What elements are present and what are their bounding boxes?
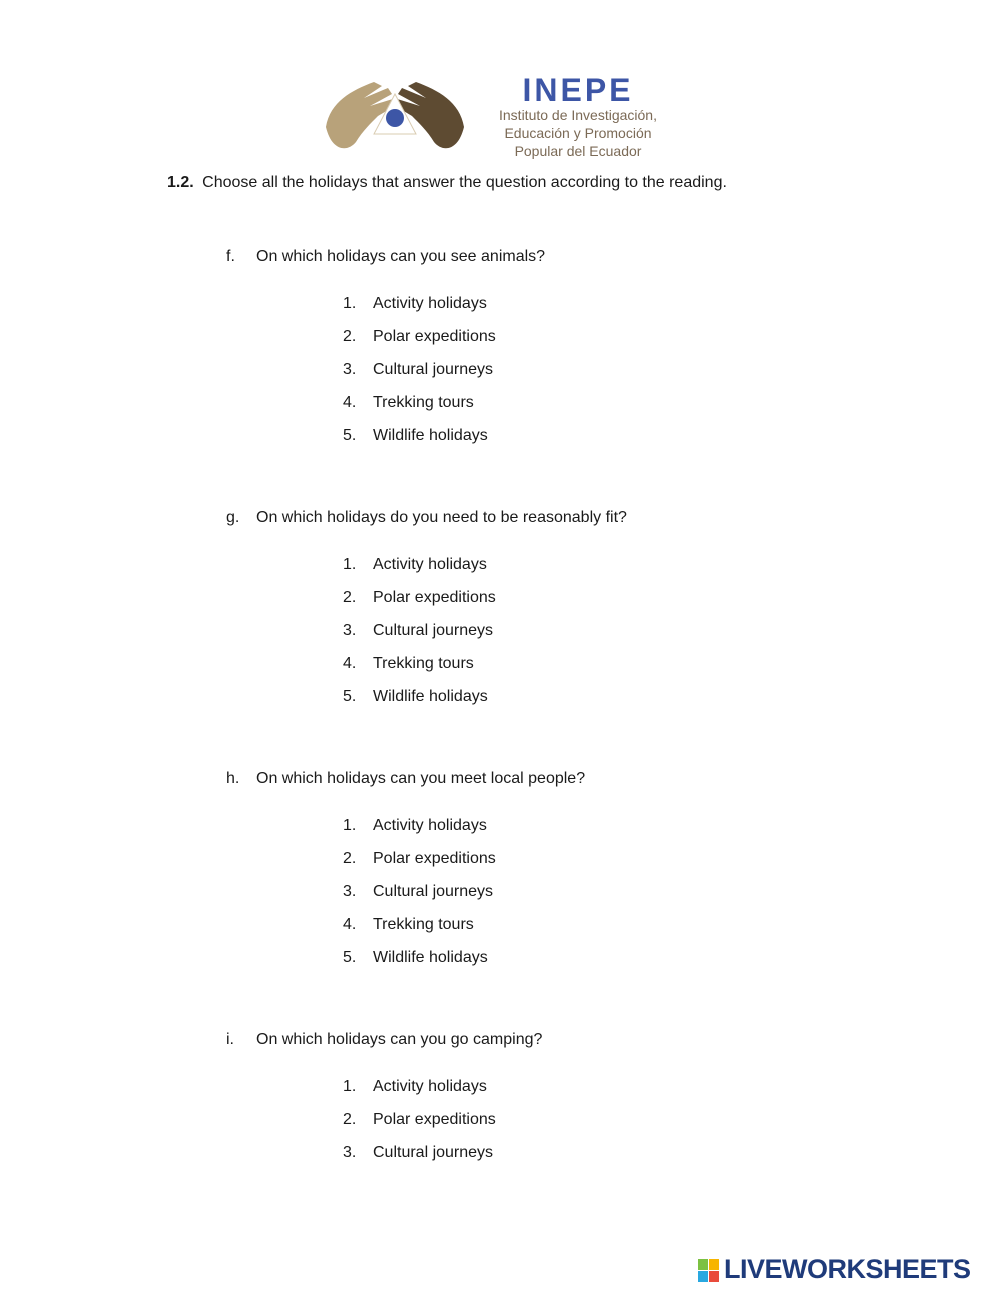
option-item[interactable]: [0, 295, 600, 319]
option-label: Activity holidays: [373, 1078, 487, 1095]
option-item[interactable]: [0, 622, 600, 646]
option-label: Polar expeditions: [373, 1111, 496, 1128]
option-number: 3.: [343, 622, 357, 639]
question-letter: g.: [226, 509, 240, 526]
instruction-number: 1.2.: [167, 174, 194, 191]
option-number: 1.: [343, 556, 357, 573]
instruction: [167, 174, 727, 192]
option-number: 5.: [343, 688, 357, 705]
option-number: 2.: [343, 850, 357, 867]
option-item[interactable]: [0, 394, 600, 418]
option-item[interactable]: [0, 1144, 600, 1168]
logo-subtitle-line: Instituto de Investigación,: [499, 107, 657, 123]
option-label: Activity holidays: [373, 556, 487, 573]
option-item[interactable]: [0, 427, 600, 451]
option-label: Polar expeditions: [373, 850, 496, 867]
option-number: 4.: [343, 394, 357, 411]
option-item[interactable]: [0, 688, 600, 712]
hands-icon: [322, 72, 472, 162]
option-number: 1.: [343, 1078, 357, 1095]
option-label: Polar expeditions: [373, 589, 496, 606]
question-block: [0, 509, 1000, 770]
liveworksheets-badge-icon: [698, 1259, 720, 1283]
question-text: On which holidays do you need to be reasonably fit?: [256, 509, 627, 526]
option-item[interactable]: [0, 589, 600, 613]
question-block: [0, 1031, 1000, 1191]
option-number: 4.: [343, 655, 357, 672]
liveworksheets-wordmark: LIVEWORKSHEETS: [724, 1254, 971, 1284]
option-label: Trekking tours: [373, 394, 474, 411]
question-text: On which holidays can you go camping?: [256, 1031, 543, 1048]
logo-title: INEPE: [522, 72, 634, 108]
question-letter: i.: [226, 1031, 234, 1048]
option-item[interactable]: [0, 883, 600, 907]
option-label: Wildlife holidays: [373, 427, 488, 444]
option-item[interactable]: [0, 817, 600, 841]
option-number: 2.: [343, 589, 357, 606]
logo-subtitle-line: Educación y Promoción: [504, 125, 652, 141]
option-label: Cultural journeys: [373, 1144, 494, 1161]
option-number: 5.: [343, 427, 357, 444]
option-item[interactable]: [0, 1111, 600, 1135]
option-number: 2.: [343, 1111, 357, 1128]
option-label: Cultural journeys: [373, 622, 494, 639]
option-label: Activity holidays: [373, 817, 487, 834]
option-label: Cultural journeys: [373, 883, 494, 900]
logo-subtitle-line: Popular del Ecuador: [514, 143, 642, 159]
option-label: Polar expeditions: [373, 328, 496, 345]
option-item[interactable]: [0, 361, 600, 385]
option-number: 2.: [343, 328, 357, 345]
option-item[interactable]: [0, 556, 600, 580]
option-number: 3.: [343, 1144, 357, 1161]
question-text: On which holidays can you see animals?: [256, 248, 546, 265]
liveworksheets-brand[interactable]: [698, 1254, 998, 1288]
instruction-text: Choose all the holidays that answer the question according to the reading.: [202, 174, 727, 191]
option-label: Wildlife holidays: [373, 688, 488, 705]
question-letter: f.: [226, 248, 235, 265]
option-item[interactable]: [0, 850, 600, 874]
blue-dot-icon: [386, 109, 404, 127]
option-label: Cultural journeys: [373, 361, 494, 378]
option-number: 3.: [343, 883, 357, 900]
question-text: On which holidays can you meet local people?: [256, 770, 586, 787]
option-item[interactable]: [0, 1078, 600, 1102]
logo-subtitle: [478, 106, 678, 160]
question-letter: h.: [226, 770, 240, 787]
option-item[interactable]: [0, 949, 600, 973]
option-label: Activity holidays: [373, 295, 487, 312]
question-block: [0, 770, 1000, 1031]
option-label: Wildlife holidays: [373, 949, 488, 966]
option-item[interactable]: [0, 328, 600, 352]
option-item[interactable]: [0, 655, 600, 679]
option-item[interactable]: [0, 916, 600, 940]
inepe-logo: [322, 72, 682, 162]
option-label: Trekking tours: [373, 916, 474, 933]
option-number: 1.: [343, 817, 357, 834]
question-block: [0, 248, 1000, 509]
option-number: 1.: [343, 295, 357, 312]
option-number: 4.: [343, 916, 357, 933]
option-number: 5.: [343, 949, 357, 966]
option-number: 3.: [343, 361, 357, 378]
option-label: Trekking tours: [373, 655, 474, 672]
